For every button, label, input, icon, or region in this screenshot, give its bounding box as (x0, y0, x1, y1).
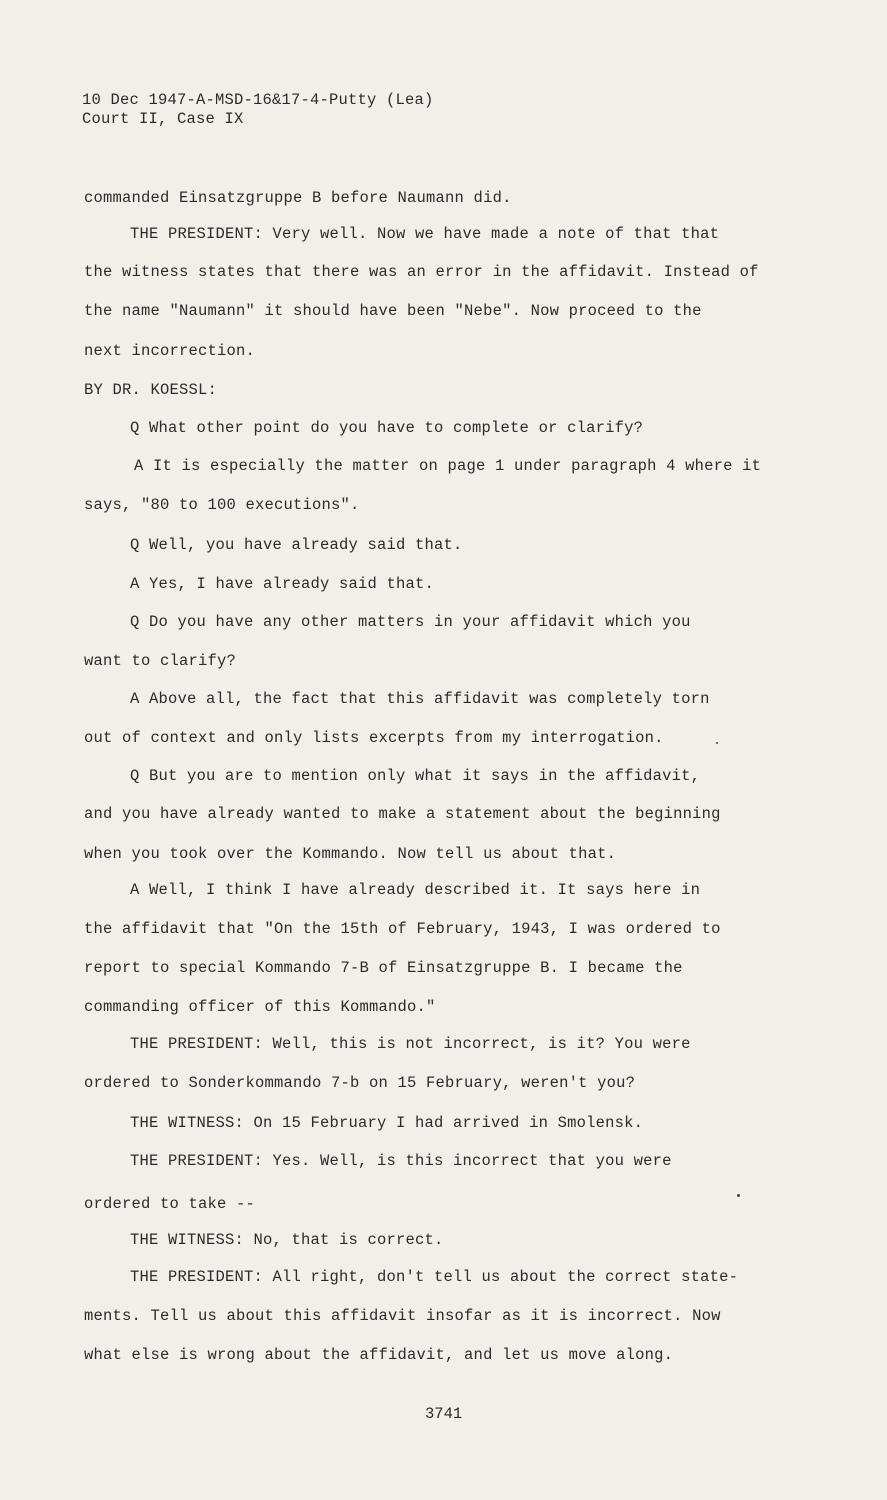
text-line: A Yes, I have already said that. (130, 575, 435, 593)
header-line-2: Court II, Case IX (82, 110, 244, 128)
text-line: the witness states that there was an error in the affidavit. Instead of (84, 263, 759, 281)
text-line: THE PRESIDENT: Well, this is not incorrect, is it? You were (130, 1035, 691, 1053)
text-line: THE WITNESS: No, that is correct. (130, 1231, 444, 1249)
text-line: report to special Kommando 7-B of Einsatzgruppe B. I became the (84, 959, 683, 977)
text-line: Q Do you have any other matters in your affidavit which you (130, 613, 691, 631)
text-line: ments. Tell us about this affidavit insofar as it is incorrect. Now (84, 1307, 721, 1325)
text-line: want to clarify? (84, 652, 237, 670)
text-line: the name "Naumann" it should have been "Nebe". Now proceed to the (84, 302, 702, 320)
text-line: what else is wrong about the affidavit, and let us move along. (84, 1346, 674, 1364)
header-line-1: 10 Dec 1947-A-MSD-16&17-4-Putty (Lea) (82, 91, 434, 109)
text-line: A Well, I think I have already described it. It says here in (130, 881, 701, 899)
text-line: out of context and only lists excerpts from my interrogation. (84, 729, 664, 747)
text-line: when you took over the Kommando. Now tell us about that. (84, 845, 617, 863)
text-line: next incorrection. (84, 342, 256, 360)
text-line: A Above all, the fact that this affidavit was completely torn (130, 690, 710, 708)
text-line: and you have already wanted to make a statement about the beginning (84, 805, 721, 823)
paper-speck (716, 742, 718, 744)
text-line: THE PRESIDENT: Yes. Well, is this incorrect that you were (130, 1152, 672, 1170)
text-line: THE PRESIDENT: All right, don't tell us about the correct state- (130, 1268, 739, 1286)
paper-speck (737, 1194, 740, 1197)
text-line: the affidavit that "On the 15th of February, 1943, I was ordered to (84, 920, 721, 938)
text-line: THE WITNESS: On 15 February I had arrived in Smolensk. (130, 1114, 644, 1132)
text-line: THE PRESIDENT: Very well. Now we have made a note of that that (130, 225, 720, 243)
text-line: A It is especially the matter on page 1 under paragraph 4 where it (134, 457, 762, 475)
text-line: says, "80 to 100 executions". (84, 496, 360, 514)
text-line: Q What other point do you have to complete or clarify? (130, 419, 644, 437)
text-line: Q Well, you have already said that. (130, 536, 463, 554)
text-line: Q But you are to mention only what it says in the affidavit, (130, 767, 701, 785)
page-number: 3741 (425, 1405, 463, 1423)
text-line: ordered to take -- (84, 1195, 256, 1213)
text-line: ordered to Sonderkommando 7-b on 15 February, weren't you? (84, 1074, 636, 1092)
text-line: commanded Einsatzgruppe B before Naumann did. (84, 189, 512, 207)
text-line: commanding officer of this Kommando." (84, 998, 436, 1016)
text-line: BY DR. KOESSL: (84, 381, 218, 399)
